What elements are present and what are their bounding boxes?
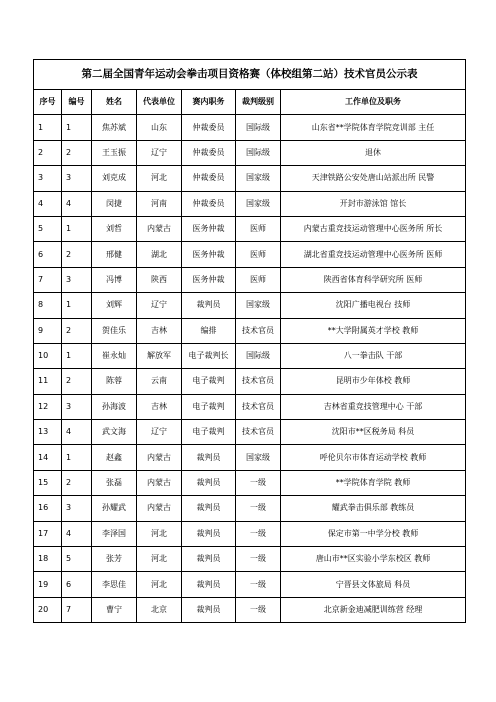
cell-role: 电子裁判: [182, 420, 236, 445]
cell-role: 裁判员: [182, 445, 236, 470]
cell-workplace: 呼伦贝尔市体育运动学校 教师: [281, 445, 466, 470]
cell-number: 4: [62, 191, 92, 216]
cell-name: 贺佳乐: [92, 318, 137, 343]
cell-seq: 17: [34, 521, 62, 546]
cell-unit: 辽宁: [137, 140, 182, 165]
cell-name: 曹宁: [92, 597, 137, 622]
table-row: [34, 496, 466, 521]
cell-seq: 7: [34, 267, 62, 292]
cell-seq: 8: [34, 293, 62, 318]
cell-name: 冯博: [92, 267, 137, 292]
cell-unit: 内蒙古: [137, 470, 182, 495]
cell-seq: 18: [34, 547, 62, 572]
cell-unit: 陕西: [137, 267, 182, 292]
cell-level: 一级: [236, 597, 281, 622]
cell-seq: 12: [34, 394, 62, 419]
cell-role: 裁判员: [182, 572, 236, 597]
cell-role: 电子裁判: [182, 369, 236, 394]
cell-workplace: **学院体育学院 教师: [281, 470, 466, 495]
cell-number: 1: [62, 216, 92, 241]
cell-level: 国际级: [236, 115, 281, 140]
table-row: [34, 547, 466, 572]
cell-workplace: 耀武拳击俱乐部 教练员: [281, 496, 466, 521]
cell-number: 6: [62, 572, 92, 597]
cell-workplace: 内蒙古重竞技运动管理中心医务所 所长: [281, 216, 466, 241]
cell-level: 医师: [236, 216, 281, 241]
cell-seq: 3: [34, 166, 62, 191]
cell-number: 2: [62, 140, 92, 165]
cell-name: 刘克成: [92, 166, 137, 191]
header-level: 裁判级别: [236, 90, 281, 115]
cell-workplace: 昆明市少年体校 教师: [281, 369, 466, 394]
cell-level: 一级: [236, 496, 281, 521]
table-row: [34, 420, 466, 445]
cell-name: 刘哲: [92, 216, 137, 241]
cell-level: 技术官员: [236, 369, 281, 394]
cell-unit: 内蒙古: [137, 445, 182, 470]
officials-table: [33, 59, 466, 623]
cell-role: 医务仲裁: [182, 267, 236, 292]
cell-level: 国家级: [236, 166, 281, 191]
cell-workplace: 北京新金迪减肥训练营 经理: [281, 597, 466, 622]
cell-number: 3: [62, 166, 92, 191]
cell-unit: 吉林: [137, 318, 182, 343]
cell-number: 2: [62, 470, 92, 495]
cell-level: 技术官员: [236, 420, 281, 445]
cell-role: 裁判员: [182, 470, 236, 495]
table-row: [34, 318, 466, 343]
cell-seq: 14: [34, 445, 62, 470]
cell-name: 李思佳: [92, 572, 137, 597]
header-role: 赛内职务: [182, 90, 236, 115]
cell-level: 一级: [236, 547, 281, 572]
cell-workplace: 沈阳市**区税务局 科员: [281, 420, 466, 445]
table-row: [34, 242, 466, 267]
cell-workplace: 宁晋县文体旅局 科员: [281, 572, 466, 597]
cell-level: 一级: [236, 572, 281, 597]
cell-seq: 16: [34, 496, 62, 521]
table-row: [34, 140, 466, 165]
cell-unit: 北京: [137, 597, 182, 622]
cell-seq: 19: [34, 572, 62, 597]
cell-seq: 10: [34, 343, 62, 368]
cell-seq: 4: [34, 191, 62, 216]
table-row: [34, 191, 466, 216]
cell-workplace: 八一拳击队 干部: [281, 343, 466, 368]
table-row: [34, 216, 466, 241]
cell-role: 医务仲裁: [182, 216, 236, 241]
cell-name: 崔永灿: [92, 343, 137, 368]
cell-number: 3: [62, 496, 92, 521]
cell-seq: 1: [34, 115, 62, 140]
cell-level: 国家级: [236, 445, 281, 470]
cell-role: 电子裁判: [182, 394, 236, 419]
table-row: [34, 445, 466, 470]
cell-name: 武文海: [92, 420, 137, 445]
cell-role: 编排: [182, 318, 236, 343]
cell-seq: 20: [34, 597, 62, 622]
cell-number: 1: [62, 293, 92, 318]
cell-unit: 内蒙古: [137, 496, 182, 521]
cell-unit: 河北: [137, 166, 182, 191]
header-name: 姓名: [92, 90, 137, 115]
officials-sheet: [33, 59, 465, 623]
table-row: [34, 597, 466, 622]
cell-workplace: 开封市游泳馆 馆长: [281, 191, 466, 216]
cell-unit: 辽宁: [137, 293, 182, 318]
cell-level: 一级: [236, 470, 281, 495]
cell-role: 仲裁委员: [182, 166, 236, 191]
cell-number: 2: [62, 242, 92, 267]
table-row: [34, 166, 466, 191]
cell-role: 仲裁委员: [182, 115, 236, 140]
cell-name: 张芳: [92, 547, 137, 572]
cell-unit: 解放军: [137, 343, 182, 368]
header-row: [34, 90, 466, 115]
cell-name: 闵捷: [92, 191, 137, 216]
cell-workplace: 保定市第一中学分校 教师: [281, 521, 466, 546]
cell-role: 裁判员: [182, 597, 236, 622]
cell-seq: 11: [34, 369, 62, 394]
cell-level: 国际级: [236, 343, 281, 368]
cell-number: 7: [62, 597, 92, 622]
cell-number: 5: [62, 547, 92, 572]
table-row: [34, 394, 466, 419]
cell-seq: 13: [34, 420, 62, 445]
cell-number: 4: [62, 420, 92, 445]
table-row: [34, 293, 466, 318]
table-row: [34, 115, 466, 140]
title-row: [34, 60, 466, 90]
cell-role: 裁判员: [182, 293, 236, 318]
cell-level: 医师: [236, 242, 281, 267]
cell-name: 孙海波: [92, 394, 137, 419]
cell-workplace: 陕西省体育科学研究所 医师: [281, 267, 466, 292]
header-seq: 序号: [34, 90, 62, 115]
cell-name: 王玉振: [92, 140, 137, 165]
cell-number: 1: [62, 445, 92, 470]
cell-unit: 辽宁: [137, 420, 182, 445]
cell-unit: 河北: [137, 521, 182, 546]
cell-unit: 山东: [137, 115, 182, 140]
cell-name: 李泽国: [92, 521, 137, 546]
cell-unit: 吉林: [137, 394, 182, 419]
cell-unit: 内蒙古: [137, 216, 182, 241]
header-workplace: 工作单位及职务: [281, 90, 466, 115]
cell-name: 陈蓉: [92, 369, 137, 394]
cell-seq: 15: [34, 470, 62, 495]
cell-name: 赵鑫: [92, 445, 137, 470]
cell-level: 国际级: [236, 140, 281, 165]
cell-unit: 河北: [137, 572, 182, 597]
cell-level: 国家级: [236, 191, 281, 216]
cell-number: 1: [62, 115, 92, 140]
header-number: 编号: [62, 90, 92, 115]
cell-workplace: **大学附属英才学校 教师: [281, 318, 466, 343]
header-unit: 代表单位: [137, 90, 182, 115]
table-title: 第二届全国青年运动会拳击项目资格赛（体校组第二站）技术官员公示表: [34, 60, 466, 90]
cell-workplace: 吉林省重竞技管理中心 干部: [281, 394, 466, 419]
cell-workplace: 天津铁路公安处唐山站派出所 民警: [281, 166, 466, 191]
cell-number: 2: [62, 318, 92, 343]
cell-role: 裁判员: [182, 521, 236, 546]
cell-number: 3: [62, 267, 92, 292]
cell-unit: 湖北: [137, 242, 182, 267]
cell-level: 一级: [236, 521, 281, 546]
cell-seq: 2: [34, 140, 62, 165]
cell-level: 医师: [236, 267, 281, 292]
cell-workplace: 山东省**学院体育学院竞训部 主任: [281, 115, 466, 140]
cell-role: 裁判员: [182, 547, 236, 572]
cell-unit: 云南: [137, 369, 182, 394]
cell-workplace: 退休: [281, 140, 466, 165]
cell-seq: 6: [34, 242, 62, 267]
cell-name: 刘辉: [92, 293, 137, 318]
table-row: [34, 369, 466, 394]
cell-name: 邢健: [92, 242, 137, 267]
table-row: [34, 343, 466, 368]
cell-number: 1: [62, 343, 92, 368]
table-row: [34, 572, 466, 597]
cell-unit: 河南: [137, 191, 182, 216]
cell-workplace: 湖北省重竞技运动管理中心医务所 医师: [281, 242, 466, 267]
cell-level: 国家级: [236, 293, 281, 318]
cell-name: 孙耀武: [92, 496, 137, 521]
cell-level: 技术官员: [236, 394, 281, 419]
cell-unit: 河北: [137, 547, 182, 572]
cell-seq: 5: [34, 216, 62, 241]
table-row: [34, 470, 466, 495]
cell-role: 仲裁委员: [182, 140, 236, 165]
cell-workplace: 沈阳广播电视台 技师: [281, 293, 466, 318]
cell-number: 3: [62, 394, 92, 419]
table-row: [34, 521, 466, 546]
cell-seq: 9: [34, 318, 62, 343]
cell-number: 4: [62, 521, 92, 546]
cell-workplace: 唐山市**区实验小学东校区 教师: [281, 547, 466, 572]
cell-level: 技术官员: [236, 318, 281, 343]
cell-name: 焦苏斌: [92, 115, 137, 140]
cell-role: 裁判员: [182, 496, 236, 521]
cell-name: 张磊: [92, 470, 137, 495]
cell-role: 医务仲裁: [182, 242, 236, 267]
cell-number: 2: [62, 369, 92, 394]
table-row: [34, 267, 466, 292]
cell-role: 电子裁判长: [182, 343, 236, 368]
cell-role: 仲裁委员: [182, 191, 236, 216]
